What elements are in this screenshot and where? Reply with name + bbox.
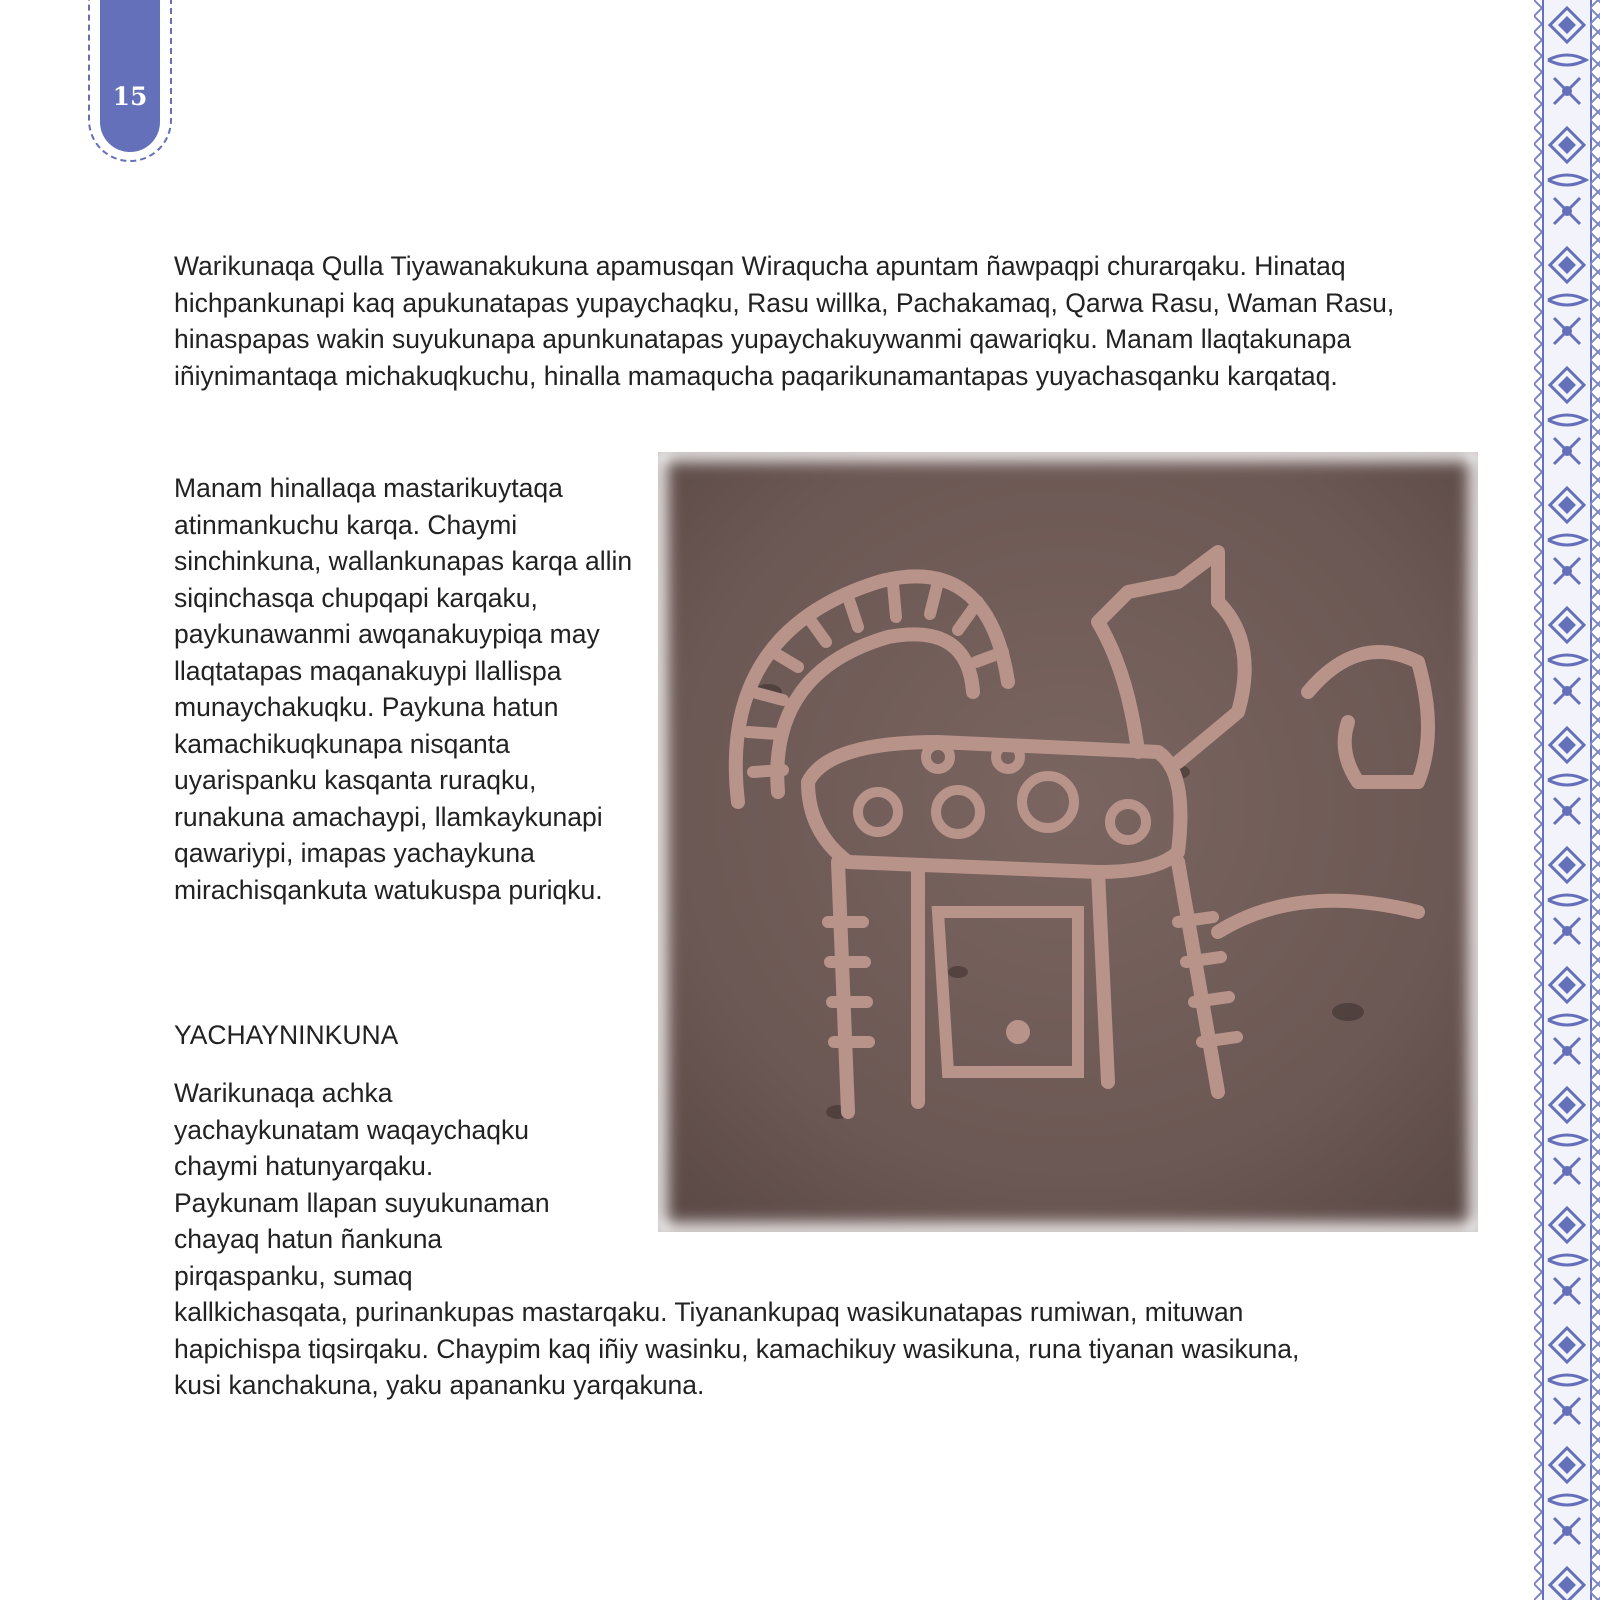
- second-paragraph: Manam hinallaqa mastarikuytaqa atinmankuchu karqa. Chaymi sinchinkuna, wallankunapas karqa allin siqinchasqa chupqapi karqaku, paykunawanmi awqanakuypiqa may llaqtatapas maqanakuypi llallispa munaychakuqku. Paykuna hatun kamachikuqkunapa nisqanta uyarispanku kasqanta ruraqku, runakuna amachaypi, llamkaykunapi qawariypi, imapas yachaykuna mirachisqankuta watukuspa puriqku.: [174, 473, 633, 905]
- section-line: chaymi hatunyarqaku.: [174, 1151, 434, 1181]
- intro-paragraph: Warikunaqa Qulla Tiyawanakukuna apamusqan Wiraqucha apuntam ñawpaqpi churarqaku. Hinataq hichpankunapi kaq apukunatapas yupaychaqku, Rasu willka, Pachakamaq, Qarwa Rasu, Waman Rasu, hinaspapas wakin suyukunapa apunkunatapas yupaychakuywanmi qawariqku. Manam llaqtakunapa iñiynimantaqa michakuqkuchu, hinalla mamaqucha paqarikunamantapas yuyachasqanku karqataq.: [174, 251, 1395, 391]
- section-line: pirqaspanku, sumaq: [174, 1260, 413, 1291]
- page-number-tab-fill: [100, 0, 160, 152]
- petroglyph-photo: [658, 452, 1478, 1232]
- section-line: kallkichasqata, purinankupas mastarqaku. Tiyanankupaq wasikunatapas rumiwan, mituwan: [174, 1297, 1244, 1327]
- section-line: Paykunam llapan suyukunaman: [174, 1187, 550, 1218]
- section-line: chayaq hatun ñankuna: [174, 1224, 443, 1254]
- decorative-side-border: [1534, 0, 1600, 1600]
- section-line: kusi kanchakuna, yaku apananku yarqakuna.: [174, 1370, 705, 1400]
- section-heading: YACHAYNINKUNA: [174, 1020, 399, 1050]
- section-line: yachaykunatam waqaychaqku: [174, 1114, 530, 1145]
- section-line: Warikunaqa achka: [174, 1078, 393, 1108]
- section-line: hapichispa tiqsirqaku. Chaypim kaq iñiy wasinku, kamachikuy wasikuna, runa tiyanan wasikuna,: [174, 1333, 1300, 1364]
- page-number: 15: [112, 82, 148, 111]
- page-number-tab: [88, 0, 172, 162]
